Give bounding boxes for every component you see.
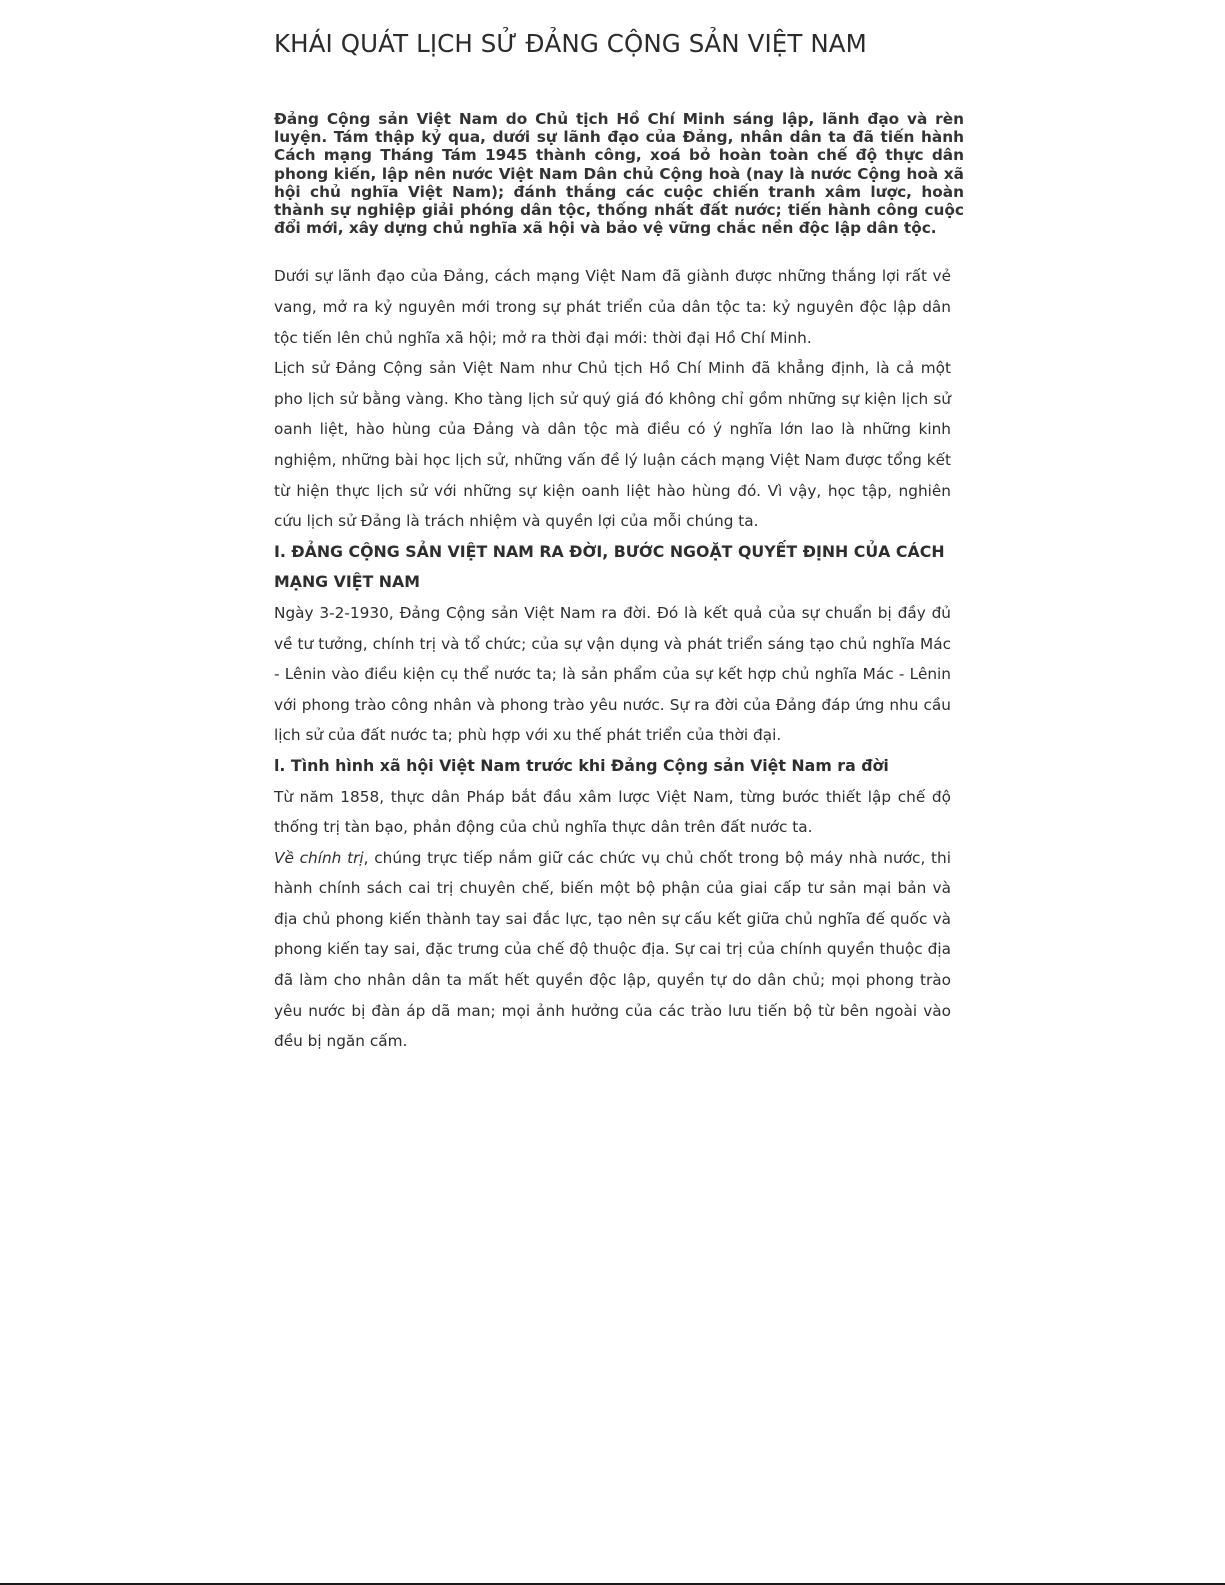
paragraph-3: Ngày 3-2-1930, Đảng Cộng sản Việt Nam ra đời. Đó là kết quả của sự chuẩn bị đầy đủ về tư tưởng, chính trị và tổ chức; của sự vận dụng và phát triển sáng tạo chủ nghĩa Mác - Lênin vào điều kiện cụ thể nước ta; là sản phẩm của sự kết hợp chủ nghĩa Mác - Lênin với phong trào công nhân và phong trào yêu nước. Sự ra đời của Đảng đáp ứng nhu cầu lịch sử của đất nước ta; phù hợp với xu thế phát triển của thời đại. bbox=[274, 603, 951, 745]
document-title: KHÁI QUÁT LỊCH SỬ ĐẢNG CỘNG SẢN VIỆT NAM bbox=[274, 29, 867, 58]
document-body bbox=[274, 261, 951, 1056]
lead-paragraph: Đảng Cộng sản Việt Nam do Chủ tịch Hồ Chí Minh sáng lập, lãnh đạo và rèn luyện. Tám thập kỷ qua, dưới sự lãnh đạo của Đảng, nhân dân ta đã tiến hành Cách mạng Tháng Tám 1945 thành công, xoá bỏ hoàn toàn chế độ thực dân phong kiến, lập nên nước Việt Nam Dân chủ Cộng hoà (nay là nước Cộng hoà xã hội chủ nghĩa Việt Nam); đánh thắng các cuộc chiến tranh xâm lược, hoàn thành sự nghiệp giải phóng dân tộc, thống nhất đất nước; tiến hành công cuộc đổi mới, xây dựng chủ nghĩa xã hội và bảo vệ vững chắc nền độc lập dân tộc. bbox=[274, 110, 964, 238]
subsection-1-heading: l. Tình hình xã hội Việt Nam trước khi Đảng Cộng sản Việt Nam ra đời bbox=[274, 755, 889, 775]
paragraph-2: Lịch sử Đảng Cộng sản Việt Nam như Chủ tịch Hồ Chí Minh đã khẳng định, là cả một pho lịch sử bằng vàng. Kho tàng lịch sử quý giá đó không chỉ gồm những sự kiện lịch sử oanh liệt, hào hùng của Đảng và dân tộc mà điều có ý nghĩa lớn lao là những kinh nghiệm, những bài học lịch sử, những vấn đề lý luận cách mạng Việt Nam được tổng kết từ hiện thực lịch sử với những sự kiện oanh liệt hào hùng đó. Vì vậy, học tập, nghiên cứu lịch sử Đảng là trách nhiệm và quyền lợi của mỗi chúng ta. bbox=[274, 359, 951, 531]
section-1-heading: I. ĐẢNG CỘNG SẢN VIỆT NAM RA ĐỜI, BƯỚC NGOẶT QUYẾT ĐỊNH CỦA CÁCH MẠNG VIỆT NAM bbox=[274, 541, 945, 592]
document-page bbox=[274, 0, 964, 1057]
paragraph-5-italic-lead: Về chính trị bbox=[274, 848, 364, 867]
paragraph-1: Dưới sự lãnh đạo của Đảng, cách mạng Việt Nam đã giành được những thắng lợi rất vẻ vang, mở ra kỷ nguyên mới trong sự phát triển của dân tộc ta: kỷ nguyên độc lập dân tộc tiến lên chủ nghĩa xã hội; mở ra thời đại mới: thời đại Hồ Chí Minh. bbox=[274, 267, 951, 347]
paragraph-5 bbox=[274, 843, 951, 1057]
paragraph-5-text: , chúng trực tiếp nắm giữ các chức vụ chủ chốt trong bộ máy nhà nước, thi hành chính sách cai trị chuyên chế, biến một bộ phận của giai cấp tư sản mại bản và địa chủ phong kiến thành tay sai đắc lực, tạo nên sự cấu kết giữa chủ nghĩa đế quốc và phong kiến tay sai, đặc trưng của chế độ thuộc địa. Sự cai trị của chính quyền thuộc địa đã làm cho nhân dân ta mất hết quyền độc lập, quyền tự do dân chủ; mọi phong trào yêu nước bị đàn áp dã man; mọi ảnh hưởng của các trào lưu tiến bộ từ bên ngoài vào đều bị ngăn cấm. bbox=[274, 848, 951, 1051]
paragraph-4: Từ năm 1858, thực dân Pháp bắt đầu xâm lược Việt Nam, từng bước thiết lập chế độ thống trị tàn bạo, phản động của chủ nghĩa thực dân trên đất nước ta. bbox=[274, 787, 951, 837]
